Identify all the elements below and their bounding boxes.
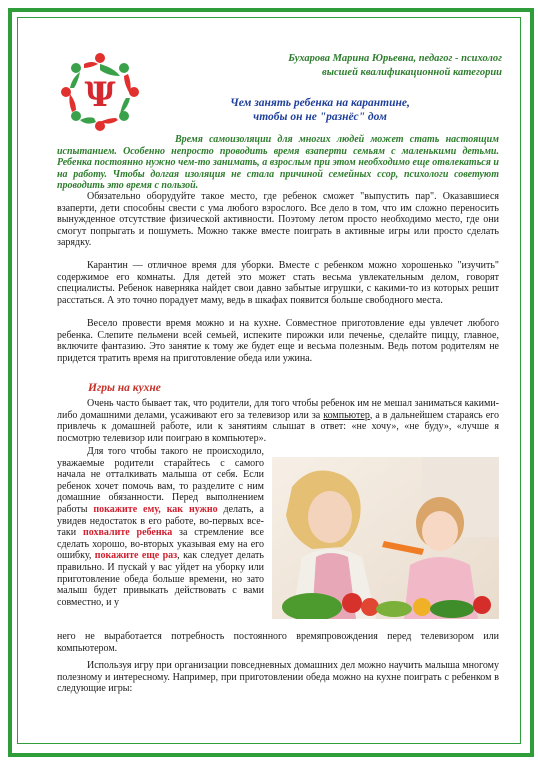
advice-text-a: Для того чтобы такого не происходило, уважаемые родители старайтесь с самого начала не отталкивать малыша от себя. Если ребенок хочет помочь вам, то разделите с ним домашние обязанности. Перед выполнением работы: [57, 446, 264, 515]
psychology-logo-icon: [58, 50, 142, 134]
author-block: [220, 52, 502, 79]
highlight-praise-child: похвалите ребенка: [82, 527, 173, 539]
advice-text-d: , как следует делать правильно. И пускай у вас уйдет на уборку или приготовление обеда больше времени, но зато малыш будет привыкать действовать с вами совместно, и у: [57, 550, 264, 608]
author-name: Бухарова Марина Юрьевна, педагог - психолог: [288, 53, 502, 64]
paragraph-cleaning: Карантин — отличное время для уборки. Вместе с ребенком можно хорошенько "изучить" содержимое его комнаты. Для детей это может стать весьма увлекательным делом, говорят специалисты. Ребенок наверняка найдет свои давно забытые игрушки, с какими-то из которых решит расстаться. А это точно порадует маму, ведь в шкафах появится больше свободного места.: [57, 260, 499, 306]
parents-advice-column: [57, 446, 264, 608]
section-title-kitchen-games: Игры на кухне: [88, 382, 161, 394]
highlight-show-again: покажите еще раз: [94, 550, 178, 562]
kitchen-intro-text-b: , а в дальнейшем стараясь его привлечь к домашней работе, или к занятиям слышат в ответ: «не хочу», «не буду», «лучше я посмотрю телевизор или поиграю в компьютер».: [57, 409, 499, 444]
svg-text:Ψ: Ψ: [84, 75, 116, 115]
kitchen-intro-text-a: Очень часто бывает так, что родители, для того чтобы ребенок им не мешал заниматься какими-либо домашними делами, усаживают его за телевизор или за: [57, 398, 499, 421]
title-line-1: Чем занять ребенка на карантине,: [230, 97, 410, 109]
tv-computer-paragraph: него не выработается потребность постоянного времяпровождения перед телевизором или компьютером.: [57, 631, 499, 654]
advice-text-b: делать, а увидев недостаток в его работе, во-первых все-таки: [57, 503, 264, 539]
kitchen-intro-paragraph: [57, 398, 499, 444]
author-qualification: высшей квалификационной категории: [322, 66, 502, 78]
advice-text-c: за стремление все сделать хорошо, во-вторых указывая ему на его ошибку,: [57, 527, 264, 562]
title-line-2: чтобы он не "разнёс" дом: [253, 111, 387, 123]
games-intro-paragraph: Используя игру при организации повседневных домашних дел можно научить малыша многому полезному и интересному. Например, при приготовлении обеда можно на кухне поиграть с ребенком в следующие игры:: [57, 660, 499, 695]
intro-paragraph: [57, 134, 499, 192]
paragraph-active-place: Обязательно оборудуйте такое место, где ребенок сможет "выпустить пар". Оказавшиеся взаперти, дети способны свести с ума любого взрослого. Все дело в том, что им сложно переносить вынужденное отсутствие физической активности. Поэтому летом просто необходимо место, где они смогут попрыгать и пошуметь. Можно также вместе поиграть в активные игры или просто сделать зарядку.: [57, 191, 499, 249]
paragraph-kitchen: Весело провести время можно и на кухне. Совместное приготовление еды увлечет любого ребенка. Слепите пельмени всей семьей, испеките пирожки или печенье, сделайте пиццу, главное, включите фантазию. Это занятие к тому же будет еще и весьма полезным. Ведь потом родителям не придется тратить время на приготовление обеда или ужина.: [57, 318, 499, 364]
highlight-show-how: покажите ему, как нужно: [93, 503, 218, 515]
article-title: [150, 96, 490, 124]
computer-link[interactable]: компьютер: [323, 409, 370, 421]
intro-text: Время самоизоляции для многих людей может стать настоящим испытанием. Особенно непросто проводить время взаперти семьям с маленькими детьми. Ребенка постоянно нужно чем-то занимать, а взрослым при этом необходимо еще отвлекаться и на работу. Чтобы долгая изоляция не стала причиной семейных ссор, психологи советуют проводить это время с пользой.: [57, 134, 499, 192]
mother-child-kitchen-photo: [272, 457, 499, 619]
